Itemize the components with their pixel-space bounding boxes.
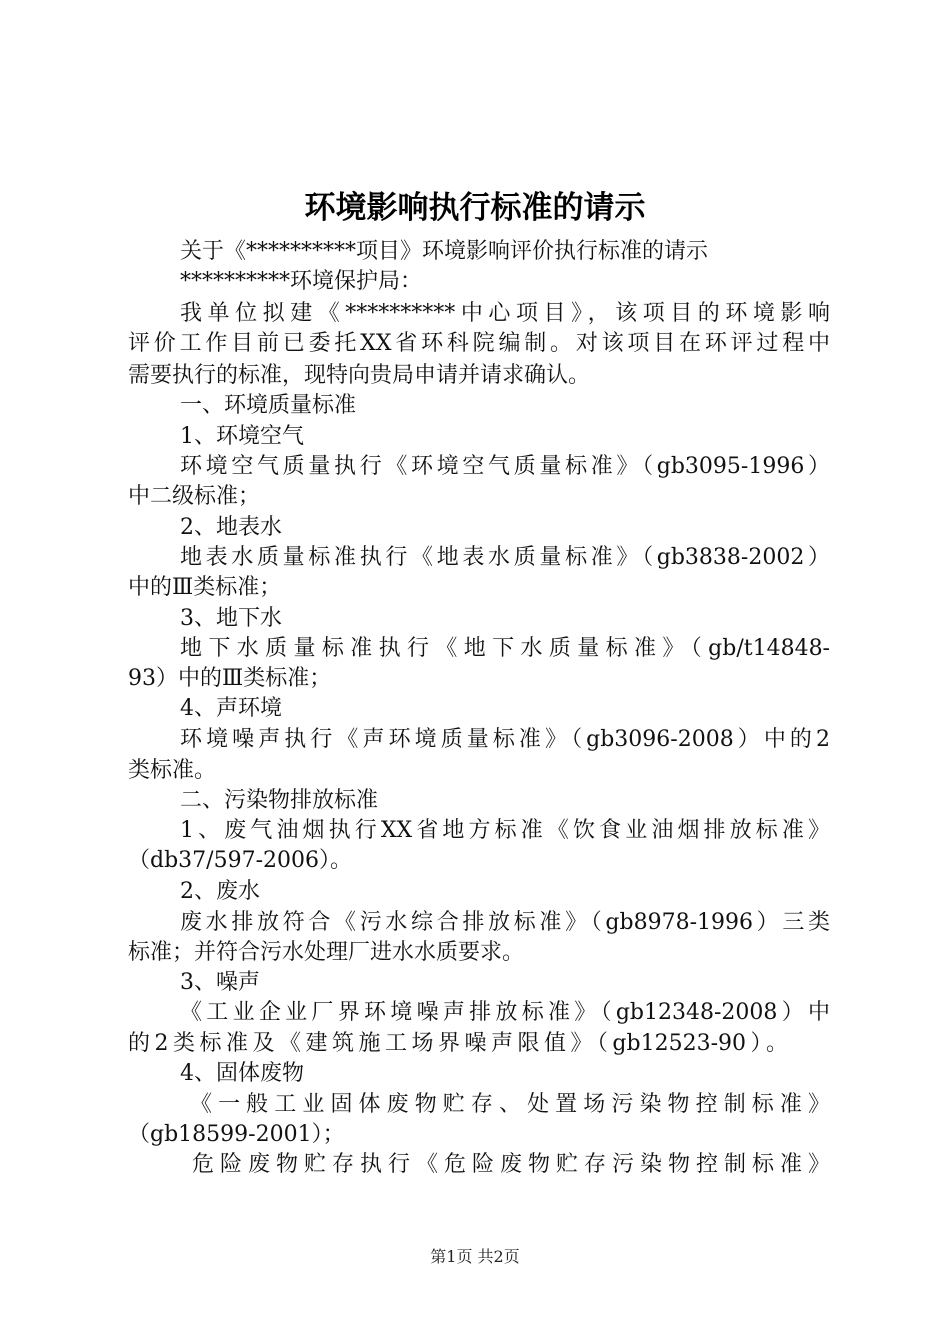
body-line: 中的Ⅲ类标准； bbox=[128, 575, 282, 600]
body-line: （db37/597-2006）。 bbox=[128, 848, 352, 873]
body-line: 地表水质量标准执行《地表水质量标准》（gb3838-2002） bbox=[180, 545, 830, 570]
subsection-heading: 1、环境空气 bbox=[180, 424, 304, 449]
body-line: 环境噪声执行《声环境质量标准》（gb3096-2008）中的2 bbox=[180, 727, 830, 752]
body-line: 标准；并符合污水处理厂进水水质要求。 bbox=[128, 940, 525, 965]
body-line: 环境空气质量执行《环境空气质量标准》（gb3095-1996） bbox=[180, 454, 830, 479]
body-line: 类标准。 bbox=[128, 758, 217, 783]
body-line: 地下水质量标准执行《地下水质量标准》（gb/t14848- bbox=[180, 636, 830, 661]
body-line: 1、废气油烟执行XX省地方标准《饮食业油烟排放标准》 bbox=[180, 818, 830, 843]
subsection-heading: 4、固体废物 bbox=[180, 1061, 304, 1086]
body-paragraph-line: 评价工作目前已委托XX省环科院编制。对该项目在环评过程中 bbox=[128, 331, 830, 356]
subject-line: 关于《**********项目》环境影响评价执行标准的请示 bbox=[180, 239, 709, 264]
body-line: 的2类标准及《建筑施工场界噪声限值》（gb12523-90）。 bbox=[128, 1031, 788, 1056]
body-line: 《一般工业固体废物贮存、处置场污染物控制标准》 bbox=[190, 1092, 830, 1117]
document-title: 环境影响执行标准的请示 bbox=[304, 190, 646, 226]
body-line: 中二级标准； bbox=[128, 484, 261, 509]
subsection-heading: 2、地表水 bbox=[180, 515, 282, 540]
body-line: 《工业企业厂界环境噪声排放标准》（gb12348-2008）中 bbox=[180, 1000, 830, 1025]
body-line: 废水排放符合《污水综合排放标准》（gb8978-1996）三类 bbox=[180, 910, 830, 935]
addressee-line: **********环境保护局： bbox=[180, 269, 423, 294]
page-number-footer: 第1页 共2页 bbox=[430, 1247, 520, 1266]
body-line: 危险废物贮存执行《危险废物贮存污染物控制标准》 bbox=[192, 1152, 830, 1177]
body-line: （gb18599-2001）； bbox=[128, 1122, 345, 1147]
body-line: 93）中的Ⅲ类标准； bbox=[128, 666, 332, 691]
section-heading: 二、污染物排放标准 bbox=[180, 788, 379, 813]
body-paragraph-line: 我单位拟建《**********中心项目》，该项目的环境影响 bbox=[180, 301, 830, 326]
subsection-heading: 4、声环境 bbox=[180, 696, 282, 721]
subsection-heading: 3、地下水 bbox=[180, 606, 282, 631]
subsection-heading: 2、废水 bbox=[180, 879, 260, 904]
section-heading: 一、环境质量标准 bbox=[180, 393, 357, 418]
subsection-heading: 3、噪声 bbox=[180, 970, 260, 995]
body-paragraph-line: 需要执行的标准，现特向贵局申请并请求确认。 bbox=[128, 363, 591, 388]
